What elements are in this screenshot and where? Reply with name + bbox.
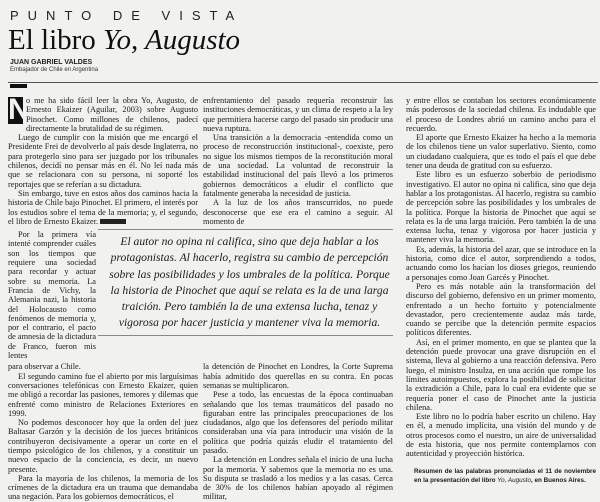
author-name: JUAN GABRIEL VALDES (10, 59, 93, 66)
column-1-top (8, 93, 198, 226)
paragraph: Es, además, la historia del azar, que se introduce en la historia, como dice el autor, sorprendiendo a todos, actuando como los hacían los dioses griegos, reuniendo a personajes como Joan Garcés y Pinochet. (406, 244, 596, 282)
paragraph: enfrentamiento del pasado requería reconstruir las instituciones democráticas, y un clima de respeto a la ley que permitiera hacerse cargo del pasado sin producir una nueva ruptura. (203, 96, 393, 133)
paragraph: El aporte que Ernesto Ekaizer ha hecho a la memoria de los chilenos tiene un valor superlativo. Siento, como un ciudadano cualquiera, que es todo el país el que debe tener una deuda de gratitud con su esfuerzo. (406, 133, 596, 171)
paragraph: El segundo camino fue el abierto por mis larguísimas conversaciones telefónicas con Ernesto Ekaizer, quien me obligó a recordar las pasiones, temores y dilemas que enfrenté como ministro de Relaciones Exteriores en 1999. (8, 371, 198, 418)
pullquote: El autor no opina ni califica, sino que deja hablar a los protagonistas. Al hacerlo, registra su cambio de percepción sobre las posibilidades y los umbrales de la política. Porque la historia de Pinochet que aquí se relata es la de una larga traición. Pero también la de una extensa lucha, tenaz y vigorosa por hacer justicia y mantener viva la memoria. (109, 235, 390, 330)
article-title (8, 24, 240, 57)
paragraph: para observar a Chile. (8, 362, 81, 372)
paragraph: N o me ha sido fácil leer la obra Yo, Augusto, de Ernesto Ekaizer (Aguilar, 2003) sobre Augusto Pinochet. Como millones de chilenos, padecí directamente la brutalidad de su régimen. (8, 93, 198, 133)
column-3 (393, 96, 596, 485)
paragraph: Pero es más notable aún la transformación del discurso del gobierno, defensivo en un primer momento, enfrentado a un hecho fortuito y potencialmente devastador, pero crecientemente audaz más tarde, cuando se percibe que la detención permite espacios políticos diferentes. (406, 281, 596, 338)
paragraph: Por la primera vía intenté comprender cuáles son los tiempos que requiere una sociedad para recordar y actuar sobre su memoria. La Francia de Vichy, la Alemania nazi, la historia del Holocausto como fenómenos de memoria y, por el contrario, el pacto de amnesia de la dictadura de Franco, fueron mis lentes (8, 230, 96, 361)
author-role: Embajador de Chile en Argentina (10, 67, 99, 73)
paragraph: La detención en Londres señala el inicio de una lucha por la memoria. Y sabemos que la memoria no es una. Su disputa se trasladó a los medios y a las casas. Cerca de 30% de los chilenos habían apoyado al régimen militar, (203, 455, 393, 502)
drop-cap: N (8, 93, 30, 126)
article-body (8, 93, 596, 502)
header-rule (8, 82, 598, 83)
column-2-bottom (198, 360, 393, 501)
decorative-bar (100, 219, 126, 224)
column-1-bottom (8, 360, 198, 501)
title-plain: El libro (8, 24, 104, 56)
paragraph: Una transición a la democracia -entendida como un proceso de reconstrucción institucional-, coexiste, pero no sigue los mismos tiempos de la reconstitución moral de una sociedad. La voluntad de reconstruir la estabilidad institucional del país llevó a los primeros gobiernos democráticos a eludir el conflicto que fatalmente generaba la necesidad de justicia. (203, 133, 393, 198)
paragraph: A la luz de los años transcurridos, no puede desconocerse que ese era el camino a seguir. Al momento de (203, 198, 393, 226)
paragraph: Pese a todo, las encuestas de la época continuaban señalando que los temas traumáticos del pasado no figuraban entre las principales preocupaciones de los ciudadanos, algo que los defensores del período militar consideraban una vía para introducir una visión de la política que podría quizás eludir el tratamiento del pasado. (203, 390, 393, 455)
column-2-top (198, 96, 393, 226)
paragraph: la detención de Pinochet en Londres, la Corte Suprema había admitido dos querellas en su contra. En pocas semanas se multiplicaron. (203, 362, 393, 390)
header-bar (10, 84, 27, 88)
paragraph: No podemos desconocer hoy que la orden del juez Baltasar Garzón y la decisión de los jueces británicos contribuyeron decisivamente a operar un corte en el tiempo psicológico de los chilenos, y a constituir un nuevo espacio de la conciencia, es decir, un nuevo presente. (8, 418, 198, 474)
title-italic: Yo, Augusto (103, 24, 241, 56)
column-1-narrow (8, 226, 98, 360)
paragraph: Sin embargo, tuve en estos años dos caminos hacia la historia de Chile bajo Pinochet. El primero, el interés por los estudios sobre el tema de la memoria; y, el segundo, el libro de Ernesto Ekaizer. (8, 188, 198, 226)
paragraph: Este libro no lo podría haber escrito un chileno. Hay en él, a menudo implícita, una visión del mundo y de otros procesos como el nuestro, un aire de universalidad de esta historia, que nos permite contemplarnos con autenticidad y proyección histórica. (406, 412, 596, 459)
paragraph: y entre ellos se contaban los sectores económicamente más poderosos de la sociedad chilena. Es indudable que el proceso de Londres abrió un camino ancho para el recuerdo. (406, 96, 596, 133)
paragraph: Para la mayoría de los chilenos, la memoria de los crímenes de la dictadura era un trauma que demandaba una negación. Para los gobiernos democráticos, el (8, 473, 198, 502)
paragraph: Luego de cumplir con la misión que me encargó el Presidente Frei de devolverlo al país desde Inglaterra, no para protegerlo sino para ser juzgado por los tribunales chilenos, decidí no pensar más en él. No leí nada más que se relacionara con su persona, ni soporté los reportajes que se referían a su dictadura. (8, 133, 198, 189)
pullquote-box (98, 229, 393, 336)
paragraph: Así, en el primer momento, en que se plantea que la detención puede provocar una grave disrupción en el sistema, lleva al gobierno a una reacción defensiva. Pero luego, el ministro Insulza, en una acción que rompe los límites autoimpuestos, explora la posibilidad de solicitar la extradición a Chile, para lo cual era evidente que se requería poner el caso de Pinochet ante la justicia chilena. (406, 337, 596, 412)
article-credit: Resumen de las palabras pronunciadas el 11 de noviembre en la presentación del libro Yo, Augusto, en Buenos Aires. (414, 467, 596, 484)
section-kicker: PUNTO DE VISTA (10, 8, 244, 23)
paragraph: Este libro es un esfuerzo soberbio de periodismo investigativo. El autor no opina ni califica, sino que deja hablar a los protagonistas. Al hacerlo, registra su cambio de percepción sobre las posibilidades y los umbrales de la política. Porque la historia de Pinochet que aquí se relata es la de una larga traición. Pero también la de una extensa lucha, tenaz y vigorosa por hacer justicia y mantener viva la memoria. (406, 170, 596, 245)
